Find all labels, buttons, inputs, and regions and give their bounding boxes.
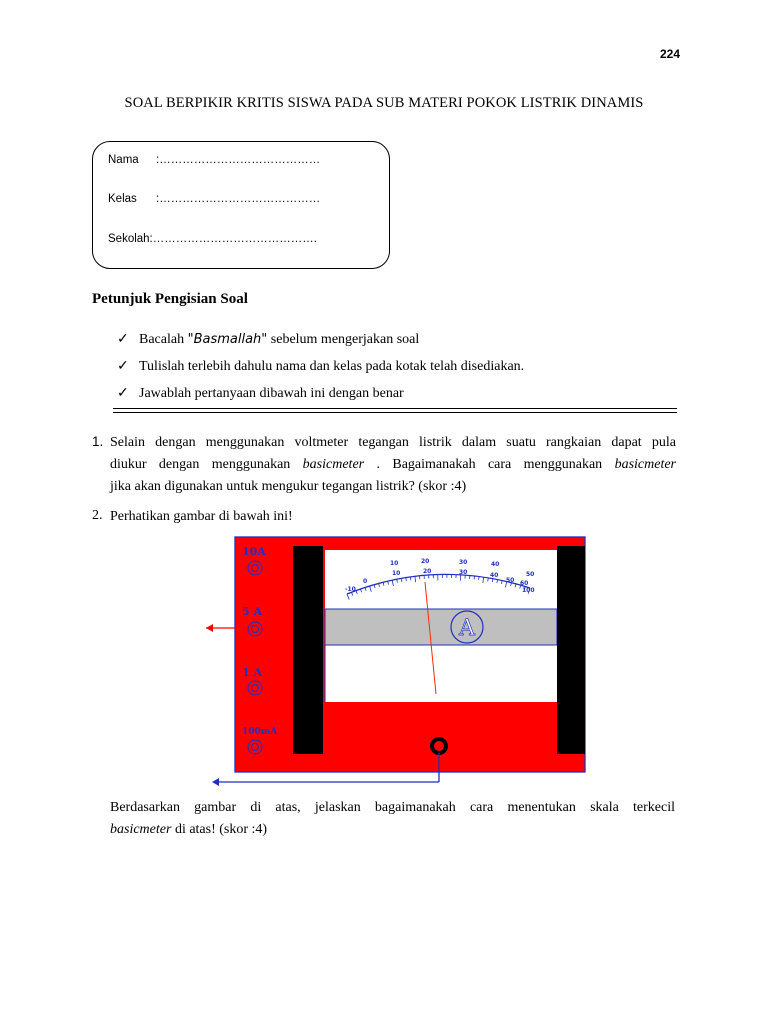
scale-label: 50: [526, 571, 535, 578]
basicmeter-figure: [200, 536, 590, 786]
scale-label: 100: [522, 587, 535, 594]
instruction-item: [117, 331, 419, 348]
check-icon: ✓: [117, 359, 129, 374]
question-2-caption-line: basicmeter di atas! (skor :4): [110, 822, 268, 837]
scale-tick: [406, 578, 407, 581]
question-1-line: jika akan digunakan untuk mengukur tegangan listrik? (skor :4): [110, 479, 467, 494]
terminal-label: 1 A: [242, 666, 263, 679]
nama-field[interactable]: :……………………………………: [156, 154, 321, 166]
right-post: [557, 546, 585, 754]
divider: [113, 412, 677, 413]
instruction-item: [117, 358, 524, 375]
scale-label: 0: [363, 578, 368, 585]
instruction-emphasis: "Basmallah": [187, 332, 268, 347]
scale-label: 40: [490, 572, 499, 579]
instruction-text: Bacalah: [139, 332, 188, 347]
red-arrow-icon: [206, 624, 213, 632]
sekolah-row: [108, 233, 317, 245]
scale-label: 40: [491, 561, 500, 568]
blue-arrow-icon: [212, 778, 219, 786]
question-1-line: diukur dengan menggunakan basicmeter . Bagaimanakah cara menggunakan basicmeter: [110, 457, 676, 472]
divider: [113, 408, 677, 409]
left-post: [293, 546, 323, 754]
instruction-text: Tulislah terlebih dahulu nama dan kelas pada kotak telah disediakan.: [139, 359, 525, 374]
page-number: 224: [659, 47, 680, 61]
ammeter-letter: A: [459, 616, 475, 641]
scale-label: 20: [423, 568, 432, 575]
scale-label: -10: [345, 586, 356, 593]
instructions-heading: Petunjuk Pengisian Soal: [92, 291, 248, 307]
question-2-number: 2.: [92, 508, 103, 523]
question-1-line: Selain dengan menggunakan voltmeter tegangan listrik dalam suatu rangkaian dapat pula: [110, 435, 676, 450]
check-icon: ✓: [117, 332, 129, 347]
question-1-number: 1.: [92, 434, 104, 449]
scale-label: 30: [459, 569, 468, 576]
basicmeter-drawing: [200, 536, 590, 786]
question-2-caption-line: Berdasarkan gambar di atas, jelaskan bagaimanakah cara menentukan skala terkecil: [110, 800, 675, 815]
instruction-item: [117, 385, 404, 402]
scale-label: 10: [390, 560, 399, 567]
scale-label: 50: [506, 577, 515, 584]
dial-band: [325, 609, 557, 645]
kelas-field[interactable]: :……………………………………: [156, 193, 321, 205]
instruction-text: Jawablah pertanyaan dibawah ini dengan benar: [139, 386, 404, 401]
scale-label: 60: [520, 580, 529, 587]
scale-label: 20: [421, 558, 430, 565]
instruction-text: sebelum mengerjakan soal: [267, 332, 420, 347]
scale-label: 10: [392, 570, 401, 577]
question-1: [110, 432, 676, 498]
terminal-label: 100mA: [242, 727, 278, 737]
question-2-caption: [110, 797, 675, 841]
terminal-label: 5 A: [242, 605, 263, 618]
page-title: SOAL BERPIKIR KRITIS SISWA PADA SUB MATERI POKOK LISTRIK DINAMIS: [124, 95, 644, 111]
check-icon: ✓: [117, 386, 129, 401]
kelas-label: Kelas: [108, 193, 137, 205]
nama-row: [108, 154, 320, 166]
scale-label: 30: [459, 559, 468, 566]
kelas-row: [108, 193, 320, 205]
scale-tick: [488, 578, 489, 581]
question-2-prompt: Perhatikan gambar di bawah ini!: [110, 509, 293, 524]
identity-box: [92, 141, 390, 269]
nama-label: Nama: [108, 154, 139, 166]
sekolah-field[interactable]: Sekolah:…………………………………….: [108, 233, 317, 245]
terminal-label: 10A: [242, 545, 266, 558]
